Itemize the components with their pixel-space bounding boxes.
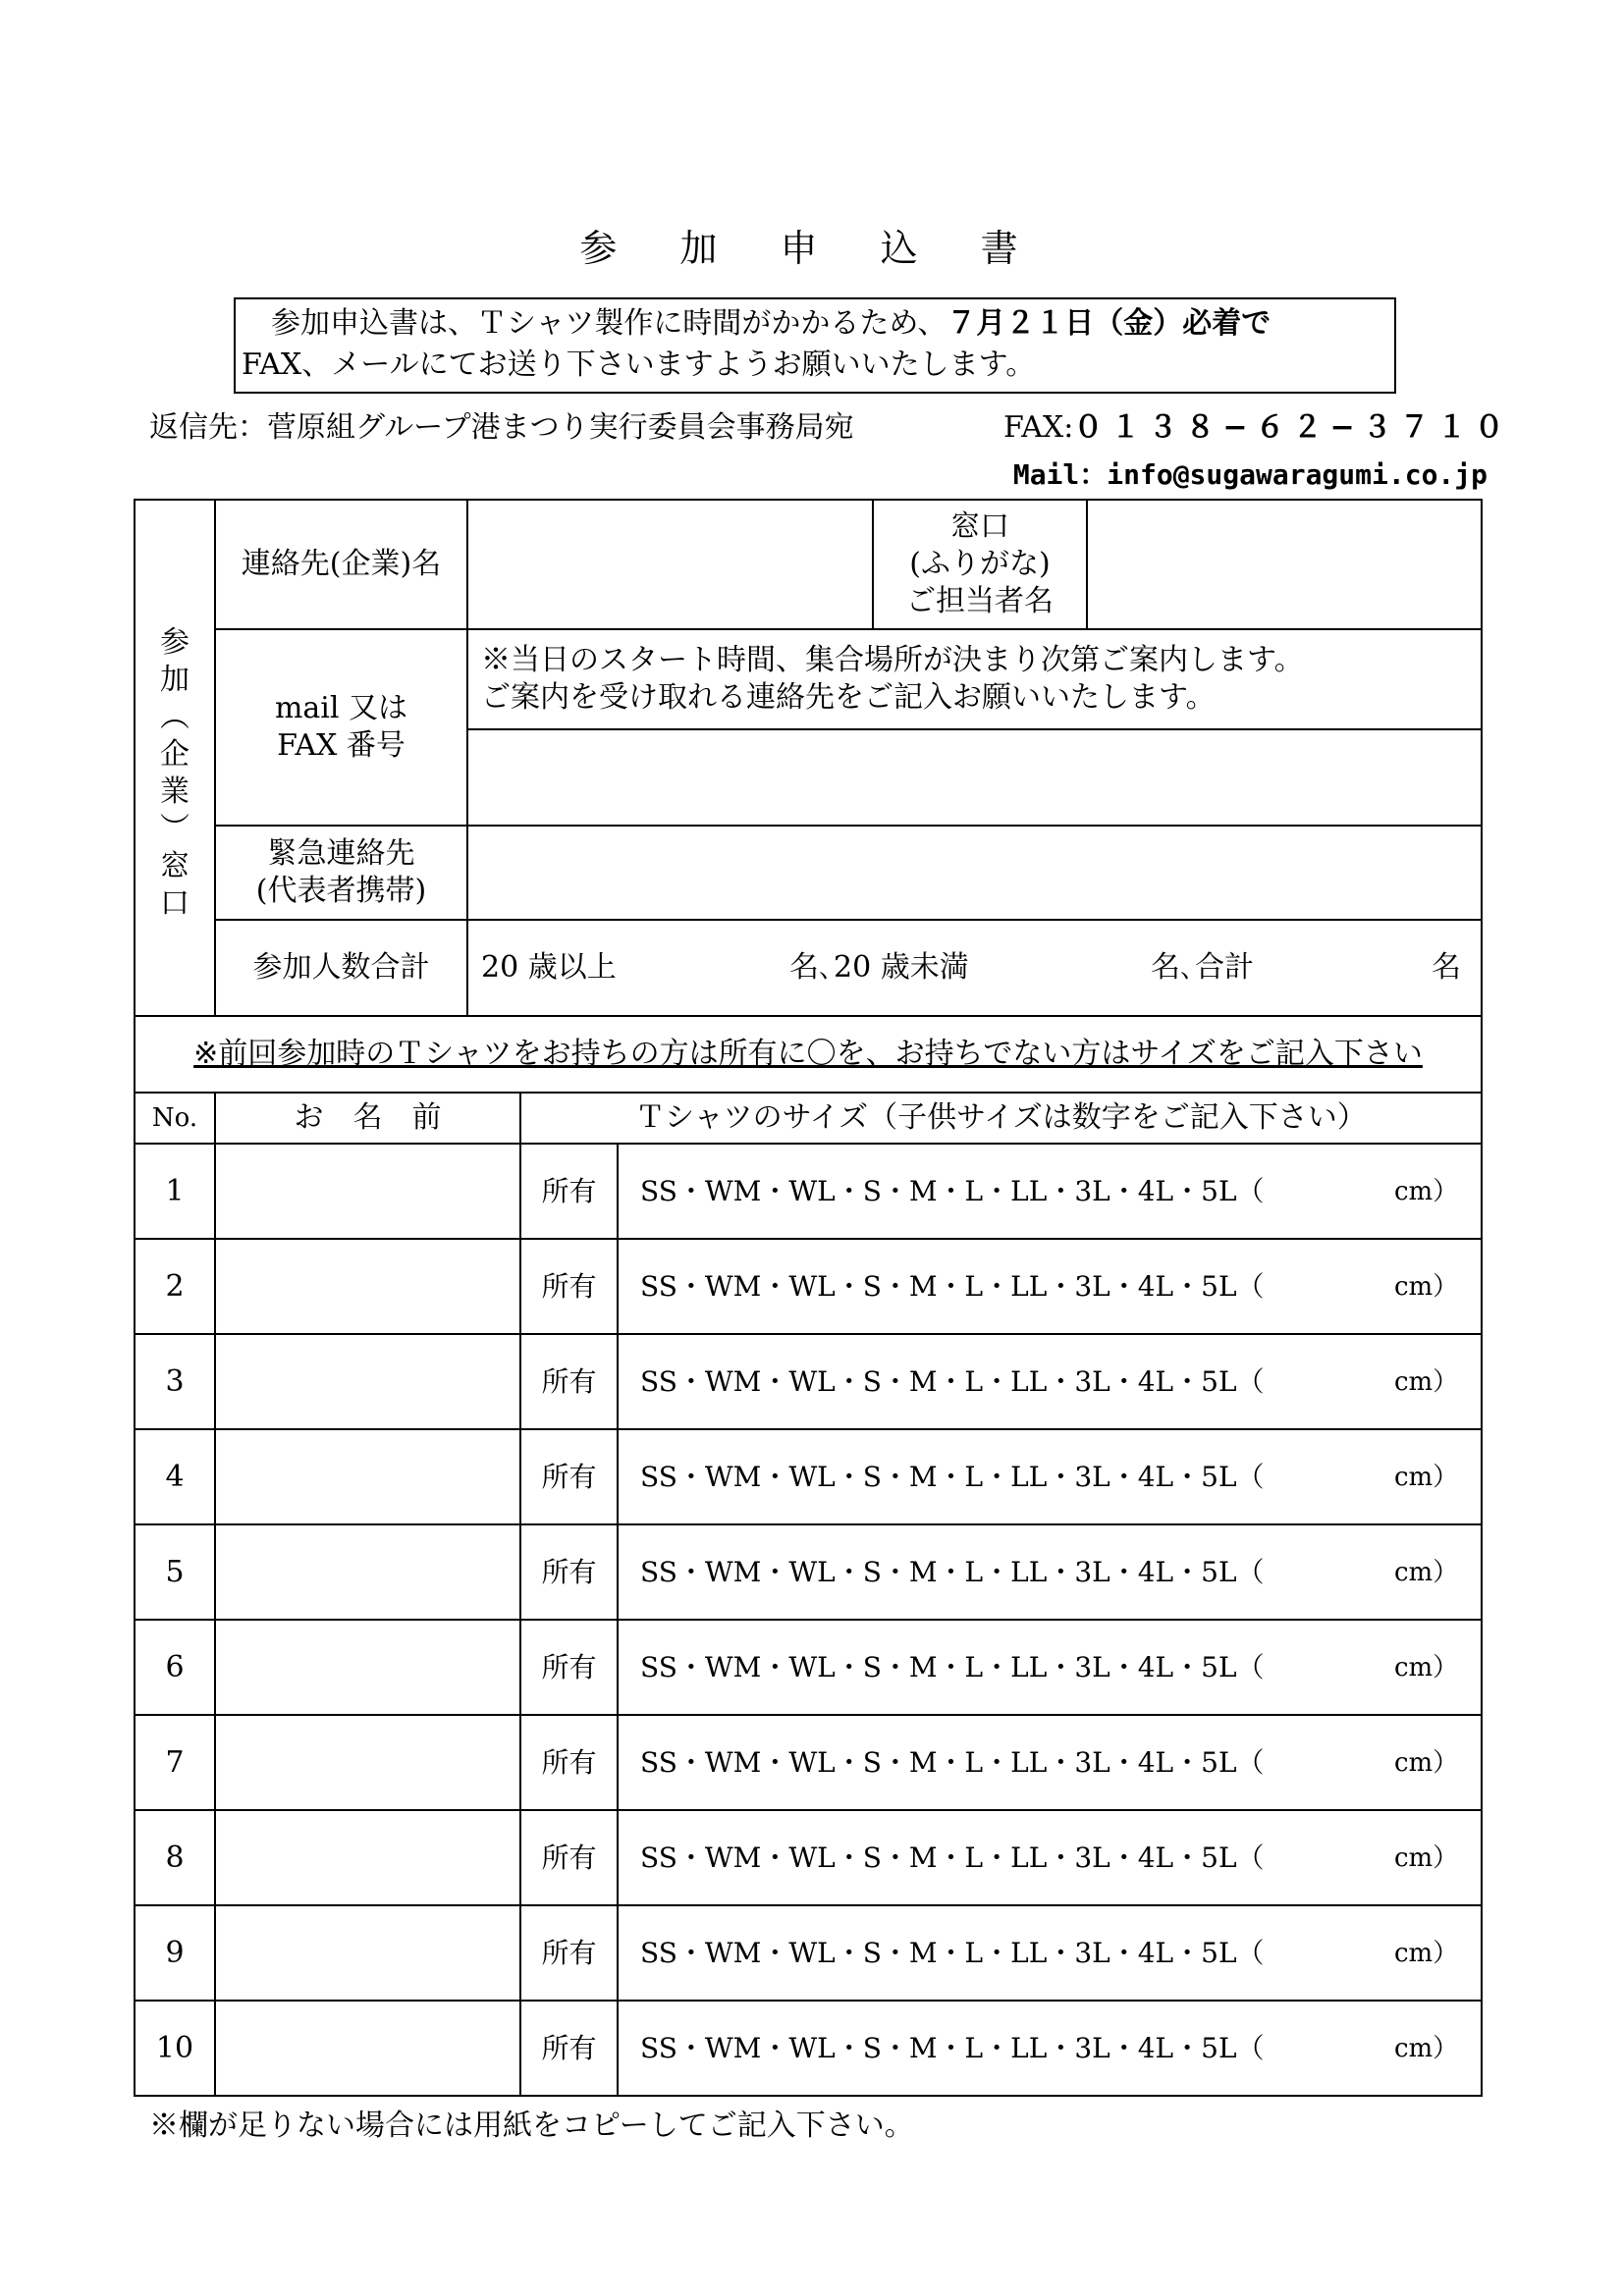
size-options[interactable]: SS・WM・WL・S・M・L・LL・3L・4L・5L（ bbox=[640, 1650, 1265, 1683]
contact-label-2: (ふりがな) bbox=[909, 547, 1051, 581]
row-number: 2 bbox=[165, 1268, 185, 1304]
emergency-label bbox=[216, 827, 466, 919]
name-input[interactable] bbox=[216, 1145, 519, 1238]
count-over20: 20 歳以上 bbox=[481, 950, 617, 985]
col-name: お 名 前 bbox=[294, 1100, 442, 1135]
shirt-note: ※前回参加時のＴシャツをお持ちの方は所有に〇を、お持ちでない方はサイズをご記入下さい bbox=[193, 1037, 1423, 1071]
contact-label-3: ご担当者名 bbox=[906, 584, 1054, 618]
page-title: 参 加 申 込 書 bbox=[579, 227, 1044, 270]
name-input[interactable] bbox=[216, 1906, 519, 2000]
name-input[interactable] bbox=[216, 1716, 519, 1809]
owned-option[interactable]: 所有 bbox=[541, 1555, 597, 1588]
owned-option[interactable]: 所有 bbox=[541, 2031, 597, 2064]
reply-to: 返信先：菅原組グループ港まつり実行委員会事務局宛 bbox=[149, 410, 854, 445]
row-number: 1 bbox=[165, 1173, 185, 1208]
contact-input[interactable] bbox=[1088, 501, 1481, 628]
fax-info bbox=[1003, 402, 1512, 446]
owned-option[interactable]: 所有 bbox=[541, 1364, 597, 1398]
fax-label: FAX: bbox=[1003, 410, 1074, 445]
row-number: 5 bbox=[165, 1554, 185, 1589]
col-size: Ｔシャツのサイズ（子供サイズは数字をご記入下さい） bbox=[635, 1100, 1367, 1135]
emergency-label-2: (代表者携帯) bbox=[255, 874, 427, 908]
size-options[interactable]: SS・WM・WL・S・M・L・LL・3L・4L・5L（ bbox=[640, 1269, 1265, 1303]
owned-option[interactable]: 所有 bbox=[541, 1650, 597, 1683]
owned-option[interactable]: 所有 bbox=[541, 1841, 597, 1874]
name-input[interactable] bbox=[216, 2002, 519, 2095]
col-no: No. bbox=[151, 1103, 198, 1133]
company-label: 連絡先(企業)名 bbox=[241, 547, 442, 581]
name-input[interactable] bbox=[216, 1335, 519, 1428]
emergency-label-1: 緊急連絡先 bbox=[267, 836, 415, 871]
contact-label bbox=[874, 501, 1086, 628]
count-label: 参加人数合計 bbox=[252, 950, 430, 985]
count-total: 名､合計 bbox=[1151, 950, 1254, 985]
size-options[interactable]: SS・WM・WL・S・M・L・LL・3L・4L・5L（ bbox=[640, 1460, 1265, 1493]
name-input[interactable] bbox=[216, 1430, 519, 1523]
row-number: 9 bbox=[165, 1935, 185, 1970]
mail-label-2: FAX 番号 bbox=[277, 728, 406, 763]
mail-note-1: ※当日のスタート時間、集合場所が決まり次第ご案内します。 bbox=[481, 643, 1304, 677]
size-cm: cm） bbox=[1394, 1271, 1459, 1302]
size-options[interactable]: SS・WM・WL・S・M・L・LL・3L・4L・5L（ bbox=[640, 1174, 1265, 1207]
size-options[interactable]: SS・WM・WL・S・M・L・LL・3L・4L・5L（ bbox=[640, 2031, 1265, 2064]
size-options[interactable]: SS・WM・WL・S・M・L・LL・3L・4L・5L（ bbox=[640, 1936, 1265, 1969]
name-input[interactable] bbox=[216, 1621, 519, 1714]
size-options[interactable]: SS・WM・WL・S・M・L・LL・3L・4L・5L（ bbox=[640, 1745, 1265, 1779]
size-cm: cm） bbox=[1394, 1557, 1459, 1587]
owned-option[interactable]: 所有 bbox=[541, 1174, 597, 1207]
size-options[interactable]: SS・WM・WL・S・M・L・LL・3L・4L・5L（ bbox=[640, 1555, 1265, 1588]
owned-option[interactable]: 所有 bbox=[541, 1460, 597, 1493]
row-number: 6 bbox=[165, 1649, 185, 1684]
owned-option[interactable]: 所有 bbox=[541, 1936, 597, 1969]
notice-text-1: 参加申込書は、Ｔシャツ製作に時間がかかるため、 bbox=[242, 306, 947, 341]
fax-number: ０１３８−６２−３７１０ bbox=[1073, 410, 1512, 445]
count-unit: 名 bbox=[1432, 950, 1461, 985]
mail-note-2: ご案内を受け取れる連絡先をご記入お願いいたします。 bbox=[481, 680, 1216, 715]
size-cm: cm） bbox=[1394, 1938, 1459, 1968]
owned-option[interactable]: 所有 bbox=[541, 1269, 597, 1303]
name-input[interactable] bbox=[216, 1525, 519, 1619]
mail-fax-label bbox=[216, 630, 466, 825]
size-cm: cm） bbox=[1394, 1366, 1459, 1397]
size-cm: cm） bbox=[1394, 2033, 1459, 2063]
side-label: 参 加 ︵ 企 業 ︶ 窓 口 bbox=[160, 625, 189, 921]
deadline-notice bbox=[234, 297, 1396, 394]
count-under20: 名､20 歳未満 bbox=[789, 950, 969, 985]
emergency-input[interactable] bbox=[468, 827, 1481, 919]
mail-address: Mail：info@sugawaragumi.co.jp bbox=[1012, 458, 1488, 491]
size-options[interactable]: SS・WM・WL・S・M・L・LL・3L・4L・5L（ bbox=[640, 1364, 1265, 1398]
row-number: 3 bbox=[165, 1363, 185, 1399]
row-number: 10 bbox=[155, 2030, 194, 2065]
mail-label-1: mail 又は bbox=[274, 691, 408, 725]
row-number: 7 bbox=[165, 1744, 185, 1780]
row-number: 8 bbox=[165, 1840, 185, 1875]
name-input[interactable] bbox=[216, 1811, 519, 1904]
company-input[interactable] bbox=[468, 501, 872, 628]
size-cm: cm） bbox=[1394, 1462, 1459, 1492]
size-cm: cm） bbox=[1394, 1842, 1459, 1873]
mail-fax-input[interactable] bbox=[468, 730, 1481, 825]
size-options[interactable]: SS・WM・WL・S・M・L・LL・3L・4L・5L（ bbox=[640, 1841, 1265, 1874]
footer-note: ※欄が足りない場合には用紙をコピーしてご記入下さい。 bbox=[149, 2109, 914, 2143]
size-cm: cm） bbox=[1394, 1652, 1459, 1682]
row-number: 4 bbox=[165, 1459, 185, 1494]
notice-text-2: FAX、メールにてお送り下さいますようお願いいたします。 bbox=[242, 347, 1036, 382]
notice-deadline: ７月２１日（金）必着で bbox=[947, 306, 1271, 341]
contact-label-1: 窓口 bbox=[950, 509, 1009, 544]
owned-option[interactable]: 所有 bbox=[541, 1745, 597, 1779]
size-cm: cm） bbox=[1394, 1747, 1459, 1778]
mail-note bbox=[481, 632, 1473, 726]
size-cm: cm） bbox=[1394, 1176, 1459, 1206]
name-input[interactable] bbox=[216, 1240, 519, 1333]
